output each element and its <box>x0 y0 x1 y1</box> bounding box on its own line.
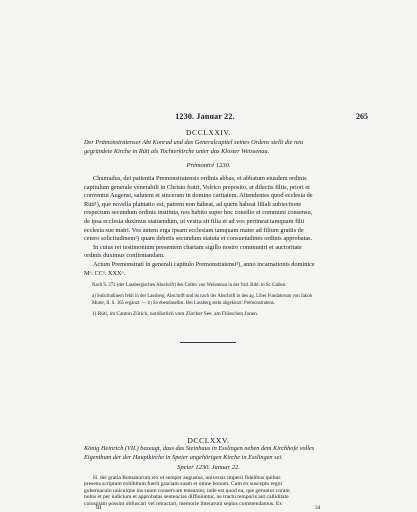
text-line: ecclesia sue matri. Vos autem erga ipsam ecclesiam tamquam mater ad filium gratiis de <box>84 226 304 234</box>
document-body <box>84 475 358 507</box>
text-line: H. dei gratia Romanorum rex et semper augustus, universis imperii fidelibus quibus <box>93 475 281 481</box>
text-line: Mᵒ. CCᵒ. XXXᵒ. <box>84 269 125 277</box>
text-line: capitulum generale venerabili in Christo fratri, Volrico preposito, et dilectis filiis, priori et <box>84 183 310 191</box>
summary-line: Der Prämonstratenser Abt Konrad und das Generalcapitel seines Ordens stellt die neu <box>84 139 304 146</box>
page-number: 265 <box>356 112 368 121</box>
footnote: 1) Rüti, im Canton Zürich, nordöstlich vom Zürcher See, am Flüsschen Jonen. <box>92 311 259 317</box>
text-line: cuiuspiam possint obfuscari vel retractari, memorie litterarum sepius commendamus. Ex <box>84 500 283 507</box>
summary-line: Eigenthum der der Hauptkirche in Speier angehörigen Kirche in Esslingen sei. <box>84 453 283 461</box>
printer-signature: 34 <box>315 505 321 511</box>
text-line: respectum secundum ordinis instituta, nos habito super hoc consilio et communi consensu, <box>84 209 313 217</box>
document-summary <box>84 138 356 156</box>
document-body <box>84 175 358 278</box>
source-note: Nach S. 272 (der Lassbergischen Abschrift) des Codex von Weissenau in der Vad. Bibl. in St. Gallen. <box>92 283 287 288</box>
text-line: conventui Augensi, salutem et sinceram in domino caritatem. Attendentes quod ecclesia de <box>84 192 313 200</box>
variant-note-line: a) Solicitudinem fehlt in der Lassberg. Abschrift und ist nach der Abschrift in des ag. Liber Fundatorum von Jakob <box>92 294 312 299</box>
variant-notes <box>92 294 354 307</box>
document-dateline: Prémontré 1230. <box>186 162 231 169</box>
signature-mark-left: III <box>96 505 102 511</box>
text-line: gubernaculo unicuique ius suum conservare teneamur, inde est quod ea, que geruntur coram <box>84 487 290 494</box>
document-numeral: DCCLXXIV. <box>185 128 232 137</box>
document-summary <box>84 445 356 462</box>
document-numeral: DCCLXXV. <box>187 436 230 445</box>
text-line: ordinis duximus confirmandam. <box>84 252 165 260</box>
running-header-date: 1230. Januar 22. <box>175 112 235 121</box>
document-dateline: Speier 1230. Januar 22. <box>177 464 240 471</box>
text-line: cetero solicitudinem²) quam debetis secundum statuta et consuetudines ordinis approbatas. <box>84 235 313 243</box>
text-line: Actum Premonstrati in generali capitulo Premonstratensi³), anno incarnationis dominice <box>93 260 315 268</box>
summary-line: gegründete Kirche in Rüti als Tochterkirche unter das Kloster Weissenau. <box>84 148 270 155</box>
text-line: de ipsa ecclesia duximus statuendum, ut vestra sit filia et ad vos pertineat tamquam filii <box>84 217 305 225</box>
variant-note-line: Murer, II. S. 165 ergänzt. — b) So ebendaselbst. Bei Lassberg steht abgekürzt: Premonstratens. <box>92 300 275 306</box>
text-line: Rūti¹), que novella plantatio est, patrem non habeat, ad quem habeat filiali subiectione <box>84 200 302 208</box>
text-line: presens scriptum exhibitum fuerit graciam suam et omne bonum. Cum ex suscepto regni <box>84 481 283 488</box>
text-line: nobis et per iudicium et approbatas sentencias diffiniuntur, ne tractu temporis aut calliditate <box>84 494 289 501</box>
text-line: In cuius rei testimonium presentem chartam sigillo nostro communiri et auctoritate <box>93 243 302 251</box>
section-divider <box>180 342 236 343</box>
text-line: Chunradus, dei patientia Premonstratensis ordinis abbas, et abbatum eiusdem ordinis <box>93 175 307 182</box>
summary-line: König Heinrich (VII.) bezeugt, dass das Steinhaus in Esslingen neben dem Kirchhofe volles <box>84 445 315 452</box>
